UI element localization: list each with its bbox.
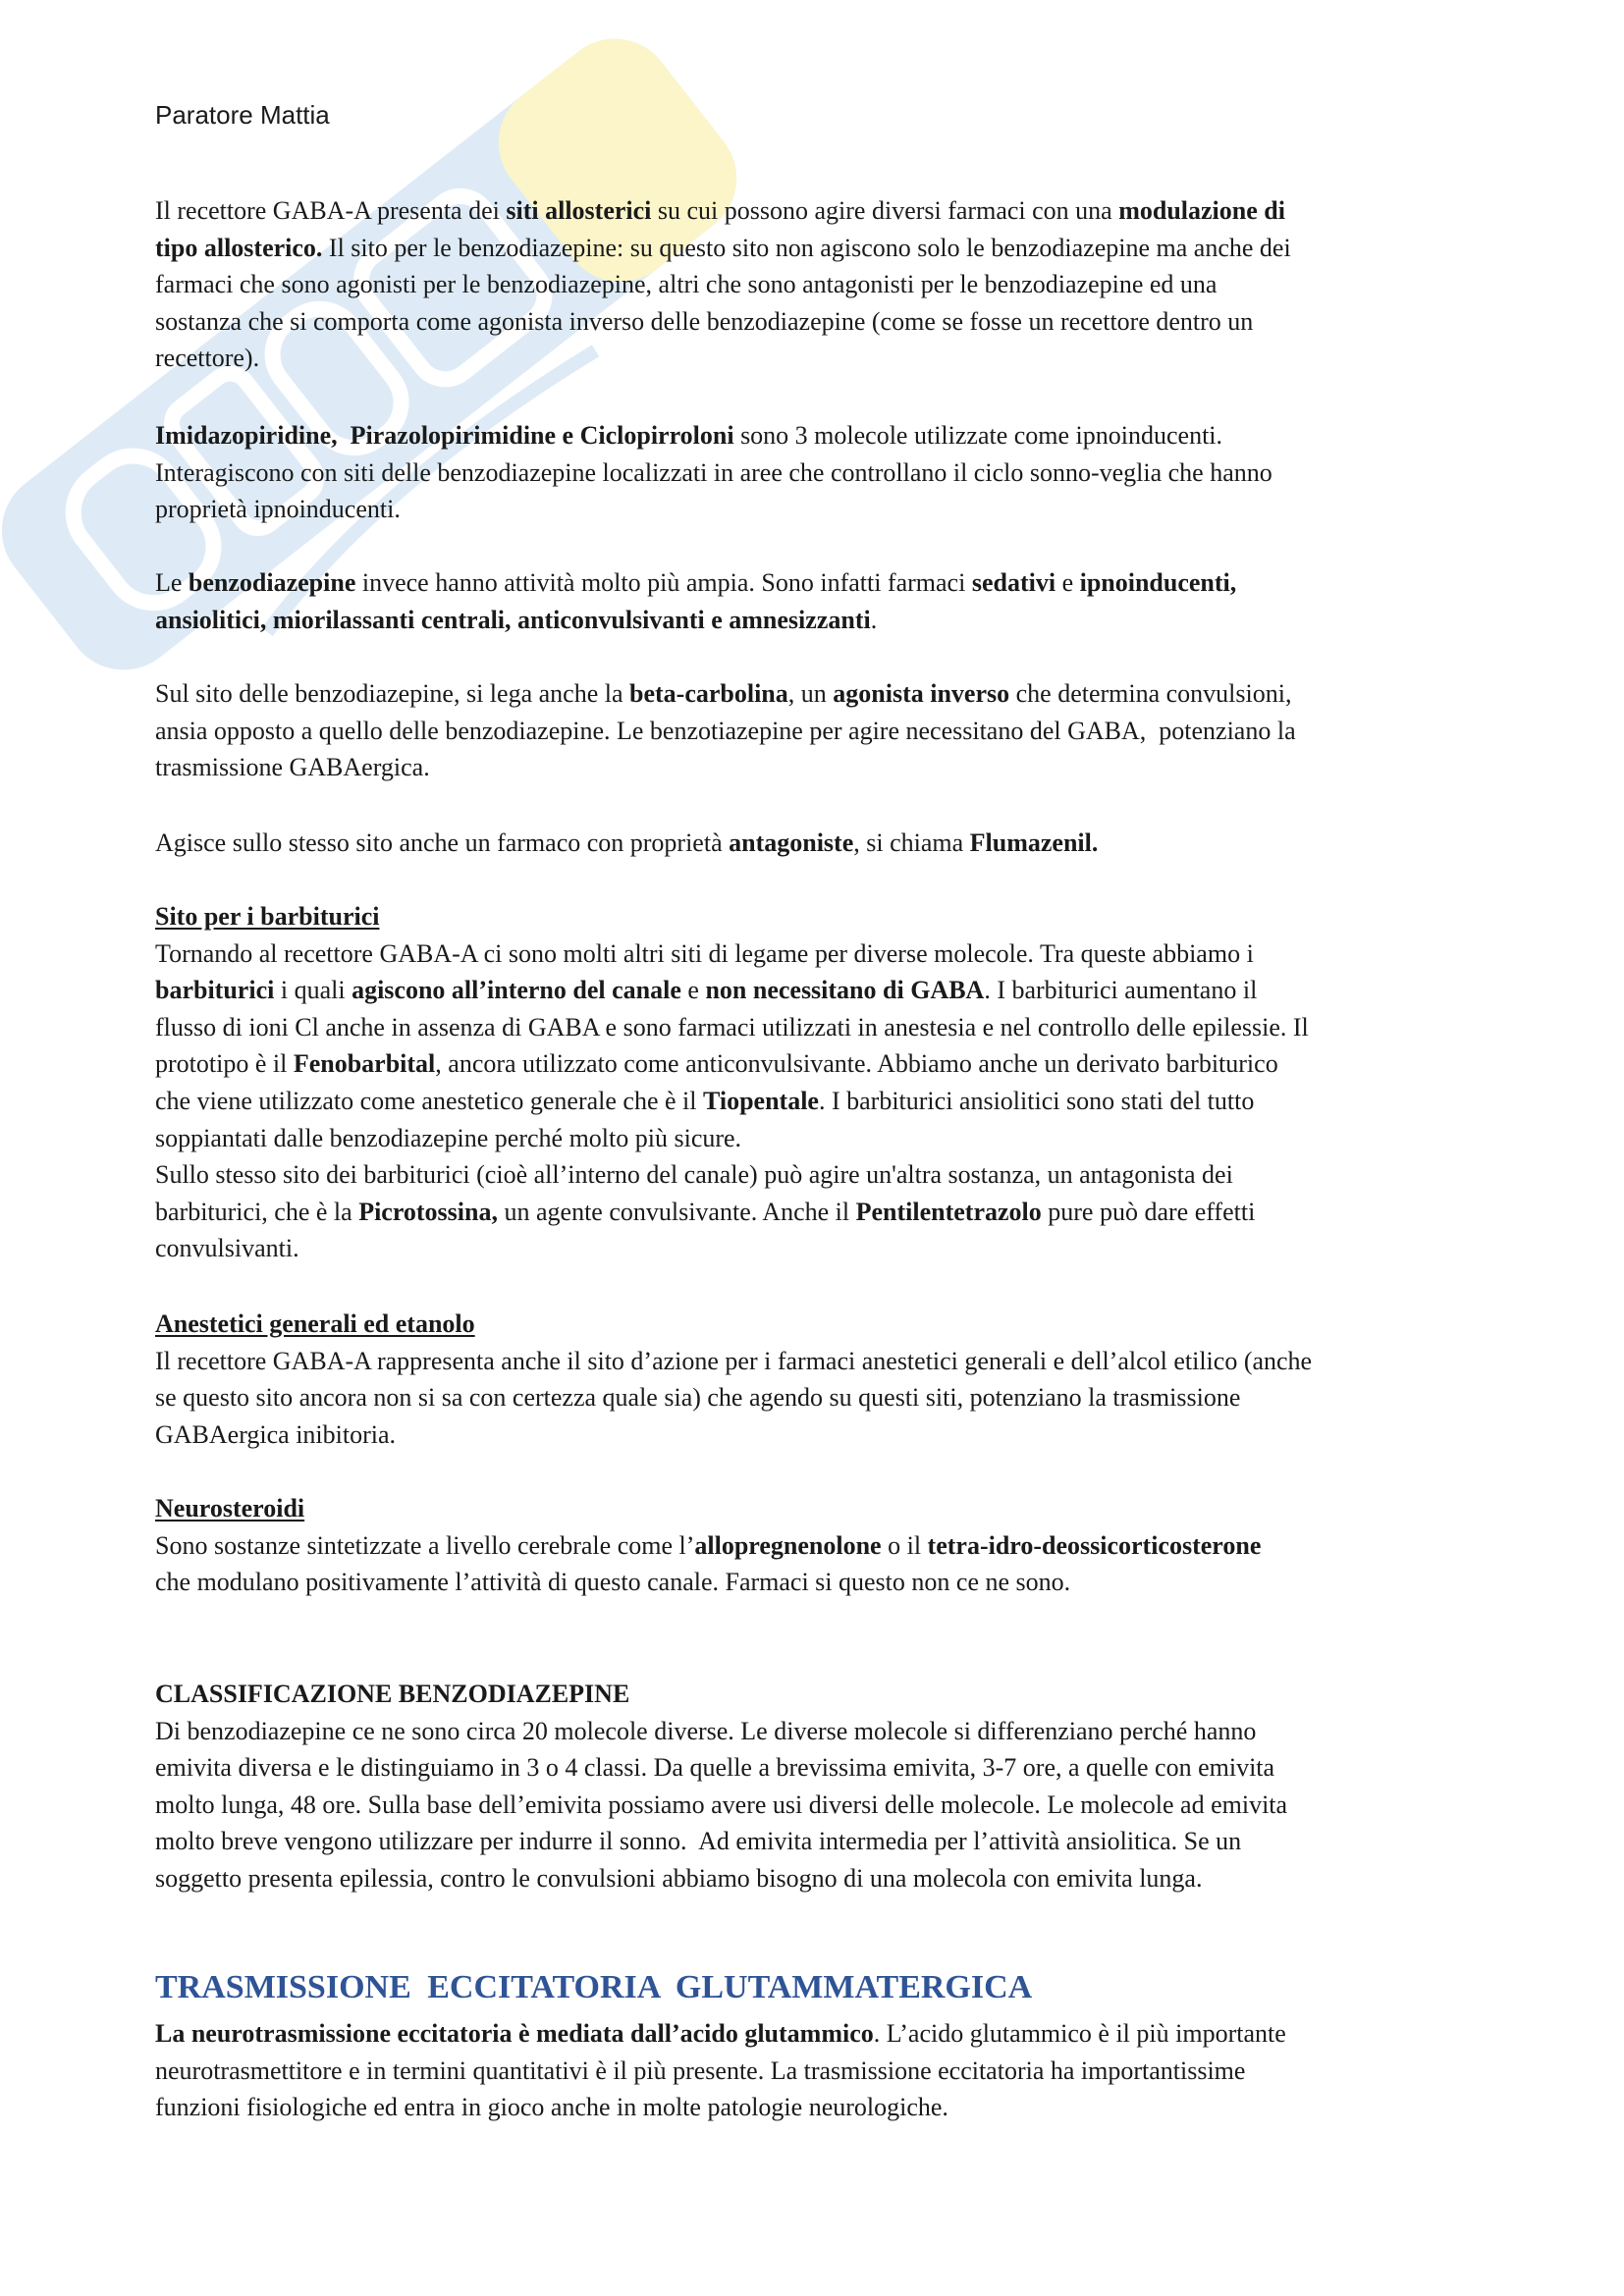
text: Di benzodiazepine ce ne sono circa 20 molecole diverse. Le diverse molecole si differenziano perché hanno <box>155 1716 1257 1745</box>
bold-text: siti allosterici <box>506 196 652 225</box>
text-line <box>155 1713 1530 1750</box>
text: soggetto presenta epilessia, contro le convulsioni abbiamo bisogno di una molecola con emivita lunga. <box>155 1863 1203 1893</box>
text-line <box>155 192 1530 230</box>
section-heading-anesthetics-ethanol: Anestetici generali ed etanolo <box>155 1309 475 1338</box>
bold-text: ansiolitici, miorilassanti centrali, anticonvulsivanti e amnesizzanti <box>155 605 871 634</box>
text-line <box>155 1787 1530 1824</box>
text: convulsivanti. <box>155 1234 299 1263</box>
text: che determina convulsioni, <box>1009 679 1292 708</box>
text-line <box>155 1343 1530 1380</box>
text-line <box>155 1230 1530 1267</box>
text-line <box>155 454 1530 492</box>
text: . <box>870 605 878 634</box>
text-line <box>155 266 1530 303</box>
bold-text: Picrotossina, <box>358 1197 498 1226</box>
text-line <box>155 230 1530 267</box>
section-glutamatergic-transmission <box>155 1969 1530 2126</box>
text: Sono sostanze sintetizzate a livello cerebrale come l’ <box>155 1530 695 1560</box>
text: e <box>1056 568 1080 597</box>
paragraph-neurosteroids <box>155 1527 1530 1601</box>
text: emivita diversa e le distinguiamo in 3 o 4 classi. Da quelle a brevissima emivita, 3-7 ore, a quelle con emivita <box>155 1753 1275 1783</box>
bold-text: benzodiazepine <box>188 568 356 597</box>
text: Le <box>155 568 189 597</box>
bold-text: modulazione di <box>1118 196 1285 225</box>
paragraph-benzodiazepine-activity <box>155 564 1530 638</box>
author-name: Paratore Mattia <box>155 100 330 130</box>
text-line <box>155 1749 1530 1787</box>
text: funzioni fisiologiche ed entra in gioco anche in molte patologie neurologiche. <box>155 2093 948 2122</box>
text-line <box>155 1156 1530 1194</box>
bold-text: Flumazenil. <box>969 828 1099 857</box>
text: Tornando al recettore GABA-A ci sono molti altri siti di legame per diverse molecole. Tra queste abbiamo i <box>155 938 1254 968</box>
section-heading-barbiturates: Sito per i barbiturici <box>155 902 380 931</box>
text: soppiantati dalle benzodiazepine perché molto più sicure. <box>155 1123 742 1152</box>
paragraph-flumazenil <box>155 825 1530 862</box>
text-line <box>155 602 1530 639</box>
text-line <box>155 1823 1530 1860</box>
text: che modulano positivamente l’attività di questo canale. Farmaci si questo non ce ne sono. <box>155 1568 1071 1597</box>
chapter-heading-glutamatergic: TRASMISSIONE ECCITATORIA GLUTAMMATERGICA <box>155 1969 1033 2005</box>
paragraph-hypnotic-molecules <box>155 417 1530 528</box>
section-neurosteroids <box>155 1490 1530 1601</box>
text-line <box>155 1083 1530 1120</box>
text: un agente convulsivante. Anche il <box>497 1197 856 1226</box>
text-line <box>155 1194 1530 1231</box>
text-line <box>155 972 1530 1009</box>
text-line <box>155 1120 1530 1157</box>
text: molto breve vengono utilizzare per indurre il sonno. Ad emivita intermedia per l’attività ansiolitica. Se un <box>155 1827 1242 1856</box>
text-line <box>155 2015 1530 2053</box>
paragraph-anesthetics-ethanol <box>155 1343 1530 1454</box>
text-line <box>155 340 1530 377</box>
paragraph-benzodiazepine-classification <box>155 1713 1530 1897</box>
text: ansia opposto a quello delle benzodiazepine. Le benzotiazepine per agire necessitano del GABA, potenziano la <box>155 716 1296 745</box>
paragraph-beta-carboline <box>155 675 1530 786</box>
bold-text: Fenobarbital <box>293 1049 436 1079</box>
text-line <box>155 1860 1530 1897</box>
text: barbiturici, che è la <box>155 1197 359 1226</box>
text: . I barbiturici aumentano il <box>984 976 1258 1005</box>
bold-text: Tiopentale <box>702 1086 819 1115</box>
bold-text: Pentilentetrazolo <box>855 1197 1042 1226</box>
text: se questo sito ancora non si sa con certezza quale sia) che agendo su questi siti, potenziano la trasmissione <box>155 1383 1241 1413</box>
text-line <box>155 825 1530 862</box>
text-line <box>155 675 1530 713</box>
text: che viene utilizzato come anestetico generale che è il <box>155 1086 703 1115</box>
bold-text: barbiturici <box>155 976 275 1005</box>
text: recettore). <box>155 344 260 373</box>
text: invece hanno attività molto più ampia. Sono infatti farmaci <box>355 568 972 597</box>
text: GABAergica inibitoria. <box>155 1419 397 1449</box>
text: su cui possono agire diversi farmaci con una <box>651 196 1119 225</box>
text: o il <box>881 1530 928 1560</box>
bold-text: tetra-idro-deossicorticosterone <box>927 1530 1262 1560</box>
text: Agisce sullo stesso sito anche un farmaco con proprietà <box>155 828 730 857</box>
text: Sul sito delle benzodiazepine, si lega anche la <box>155 679 629 708</box>
bold-text: La neurotrasmissione eccitatoria è mediata dall’acido glutammico <box>155 2019 874 2048</box>
text: trasmissione GABAergica. <box>155 753 430 782</box>
text-line <box>155 713 1530 750</box>
text: i quali <box>274 976 352 1005</box>
text-line <box>155 2053 1530 2090</box>
text-line <box>155 1045 1530 1083</box>
paragraph-glutamate <box>155 2015 1530 2126</box>
text: neurotrasmettitore e in termini quantitativi è il più presente. La trasmissione eccitatoria ha importantissime <box>155 2056 1246 2085</box>
paragraph-barbiturates <box>155 935 1530 1267</box>
section-heading-neurosteroids: Neurosteroidi <box>155 1494 305 1522</box>
text: , ancora utilizzato come anticonvulsivante. Abbiamo anche un derivato barbiturico <box>435 1049 1278 1079</box>
section-heading-benzodiazepine-classification: CLASSIFICAZIONE BENZODIAZEPINE <box>155 1680 630 1708</box>
bold-text: non necessitano di GABA <box>705 976 985 1005</box>
text-line <box>155 2089 1530 2126</box>
text: . I barbiturici ansiolitici sono stati del tutto <box>818 1086 1255 1115</box>
text-line <box>155 417 1530 454</box>
text: e <box>680 976 706 1005</box>
text-line <box>155 935 1530 973</box>
text-line <box>155 1564 1530 1601</box>
bold-text: antagoniste <box>729 828 854 857</box>
text: , un <box>787 679 834 708</box>
bold-text: allopregnenolone <box>694 1530 882 1560</box>
text: proprietà ipnoinducenti. <box>155 495 401 524</box>
section-benzodiazepine-classification <box>155 1676 1530 1897</box>
bold-text: Imidazopiridine, Pirazolopirimidine e Ciclopirroloni <box>155 421 734 450</box>
text: , si chiama <box>853 828 970 857</box>
bold-text: tipo allosterico. <box>155 233 323 262</box>
bold-text: agiscono all’interno del canale <box>352 976 681 1005</box>
text: prototipo è il <box>155 1049 294 1079</box>
text: flusso di ioni Cl anche in assenza di GABA e sono farmaci utilizzati in anestesia e nel controllo delle epilessie. Il <box>155 1012 1309 1041</box>
text: Sullo stesso sito dei barbiturici (cioè all’interno del canale) può agire un'altra sostanza, un antagonista dei <box>155 1160 1233 1190</box>
section-barbiturates <box>155 898 1530 1267</box>
text-line <box>155 1527 1530 1565</box>
text-line <box>155 491 1530 528</box>
bold-text: sedativi <box>971 568 1056 597</box>
text: Interagiscono con siti delle benzodiazepine localizzati in aree che controllano il ciclo sonno-veglia che hanno <box>155 457 1272 487</box>
bold-text: ipnoinducenti, <box>1079 568 1237 597</box>
bold-text: beta-carbolina <box>629 679 788 708</box>
text: Il sito per le benzodiazepine: su questo sito non agiscono solo le benzodiazepine ma anche dei <box>322 233 1291 262</box>
text: sono 3 molecole utilizzate come ipnoinducenti. <box>733 421 1223 450</box>
text: sostanza che si comporta come agonista inverso delle benzodiazepine (come se fosse un recettore dentro un <box>155 306 1254 336</box>
text-line <box>155 1416 1530 1454</box>
paragraph-allosteric-sites <box>155 192 1530 377</box>
text-line <box>155 1379 1530 1416</box>
text-line <box>155 749 1530 786</box>
bold-text: agonista inverso <box>833 679 1010 708</box>
text: . L’acido glutammico è il più importante <box>873 2019 1286 2048</box>
text: farmaci che sono agonisti per le benzodiazepine, altri che sono antagonisti per le benzodiazepine ed una <box>155 270 1218 299</box>
text: Il recettore GABA-A rappresenta anche il sito d’azione per i farmaci anestetici generali e dell’alcol etilico (anche <box>155 1346 1313 1375</box>
text-line <box>155 303 1530 341</box>
text: molto lunga, 48 ore. Sulla base dell’emivita possiamo avere usi diversi delle molecole. Le molecole ad emivita <box>155 1789 1288 1819</box>
text: pure può dare effetti <box>1041 1197 1256 1226</box>
text: Il recettore GABA-A presenta dei <box>155 196 507 225</box>
text-line <box>155 1009 1530 1046</box>
text-line <box>155 564 1530 602</box>
section-anesthetics-ethanol <box>155 1306 1530 1453</box>
